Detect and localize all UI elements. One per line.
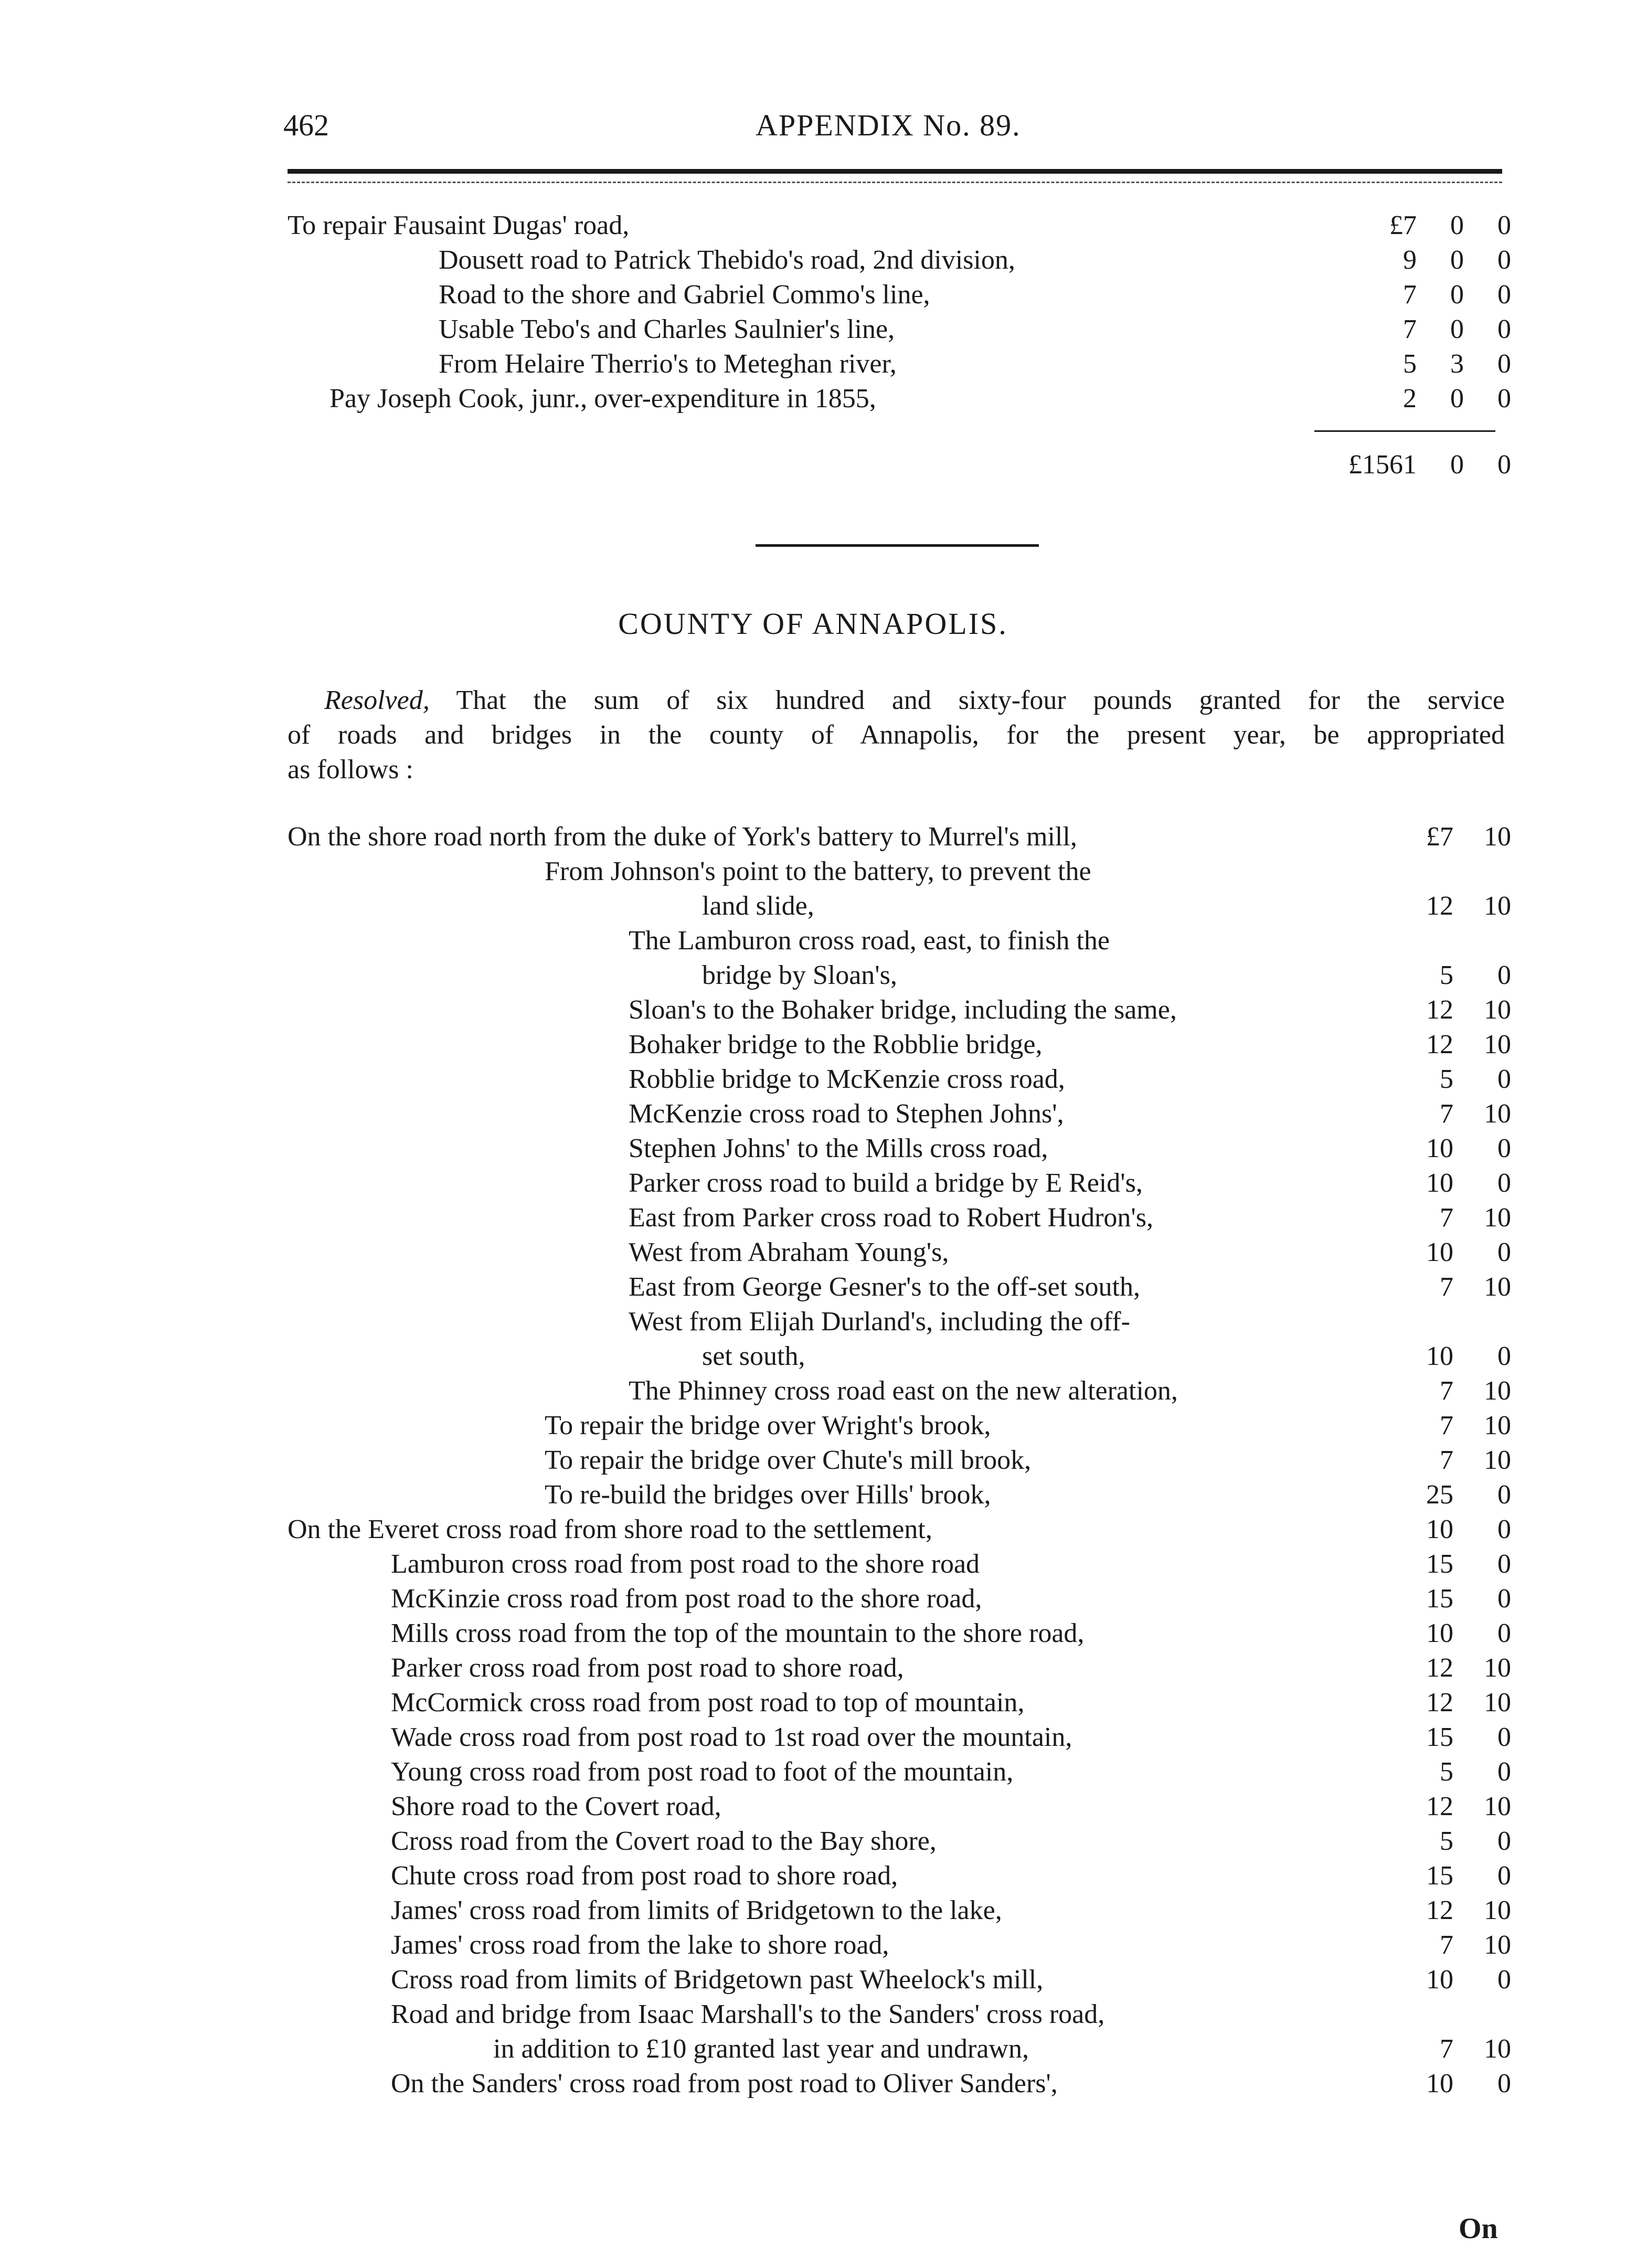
item-shillings: 0: [1497, 960, 1511, 990]
item-pence: 0: [1497, 314, 1511, 344]
item-pounds: 5: [1403, 349, 1417, 379]
total-pounds: £1561: [1348, 450, 1417, 480]
item-text: To repair Fausaint Dugas' road,: [288, 210, 630, 240]
header-rule-dashed: [288, 182, 1502, 183]
item-shillings: 10: [1484, 1272, 1511, 1302]
item-text: The Lamburon cross road, east, to finish the: [629, 926, 1110, 956]
item-pounds: 7: [1440, 1411, 1453, 1440]
item-text: set south,: [702, 1341, 805, 1371]
item-text: Parker cross road from post road to shore road,: [391, 1653, 904, 1683]
item-pence: 0: [1497, 245, 1511, 275]
total-rule: [1314, 430, 1495, 432]
page-number: 462: [283, 108, 329, 142]
item-shillings: 10: [1484, 1688, 1511, 1718]
list-item: [0, 347, 1626, 381]
item-shillings: 10: [1484, 891, 1511, 921]
item-text: The Phinney cross road east on the new alteration,: [629, 1376, 1178, 1406]
item-shillings: 10: [1484, 1030, 1511, 1059]
item-pounds: 12: [1426, 1653, 1453, 1683]
item-text: Shore road to the Covert road,: [391, 1792, 721, 1821]
item-pounds: 5: [1440, 1826, 1453, 1856]
item-pence: 0: [1497, 349, 1511, 379]
item-shillings: 0: [1497, 1826, 1511, 1856]
item-shillings: 10: [1484, 1411, 1511, 1440]
item-pounds: 10: [1426, 1237, 1453, 1267]
item-text: in addition to £10 granted last year and undrawn,: [493, 2034, 1029, 2064]
item-text: To repair the bridge over Chute's mill brook,: [545, 1445, 1032, 1475]
item-text: East from Parker cross road to Robert Hudron's,: [629, 1203, 1154, 1233]
item-pounds: 10: [1426, 1514, 1453, 1544]
item-pounds: 10: [1426, 1133, 1453, 1163]
item-shillings: 0: [1497, 1861, 1511, 1891]
item-pounds: 2: [1403, 384, 1417, 414]
item-text: West from Elijah Durland's, including the off-: [629, 1307, 1130, 1337]
item-text: James' cross road from the lake to shore road,: [391, 1930, 889, 1960]
list-item: [0, 1755, 1626, 1789]
item-pounds: 15: [1426, 1549, 1453, 1579]
item-shillings: 0: [1497, 2069, 1511, 2099]
item-text: McCormick cross road from post road to top of mountain,: [391, 1688, 1025, 1718]
item-text: James' cross road from limits of Bridgetown to the lake,: [391, 1895, 1002, 1925]
item-shillings: 10: [1484, 1376, 1511, 1406]
list-item: [0, 1616, 1626, 1651]
item-pounds: 7: [1440, 1376, 1453, 1406]
item-text: West from Abraham Young's,: [629, 1237, 949, 1267]
item-shillings: 10: [1484, 2034, 1511, 2064]
item-text: land slide,: [702, 891, 814, 921]
item-shillings: 0: [1497, 1549, 1511, 1579]
item-pounds: £7: [1426, 822, 1453, 852]
item-pounds: 7: [1440, 2034, 1453, 2064]
item-text: From Helaire Therrio's to Meteghan river,: [439, 349, 897, 379]
item-text: Robblie bridge to McKenzie cross road,: [629, 1064, 1065, 1094]
item-pounds: 15: [1426, 1722, 1453, 1752]
item-pounds: 12: [1426, 1688, 1453, 1718]
item-pounds: 7: [1440, 1203, 1453, 1233]
list-item: [0, 1824, 1626, 1859]
item-text: Young cross road from post road to foot of the mountain,: [391, 1757, 1014, 1787]
section-title: COUNTY OF ANNAPOLIS.: [618, 607, 1008, 641]
item-text: Lamburon cross road from post road to the shore road: [391, 1549, 980, 1579]
resolution-text-1: That the sum of six hundred and sixty-four pounds granted for the service: [456, 685, 1505, 715]
item-pounds: 12: [1426, 995, 1453, 1025]
total-pence: 0: [1497, 450, 1511, 480]
list-item: [0, 1893, 1626, 1928]
item-text: McKenzie cross road to Stephen Johns',: [629, 1099, 1064, 1129]
item-shillings: 10: [1484, 1203, 1511, 1233]
item-shillings: 0: [1497, 1965, 1511, 1995]
section-divider: [756, 544, 1039, 547]
item-pence: 0: [1497, 280, 1511, 310]
list-item: [0, 1270, 1626, 1305]
list-item: [0, 1720, 1626, 1755]
resolution-paragraph: [288, 683, 1505, 787]
item-pence: 0: [1497, 210, 1511, 240]
list-item: [0, 243, 1626, 278]
item-pounds: 9: [1403, 245, 1417, 275]
page-title: APPENDIX No. 89.: [756, 108, 1021, 142]
item-shillings: 0: [1497, 1064, 1511, 1094]
item-shillings: 10: [1484, 1099, 1511, 1129]
item-shillings: 0: [1450, 245, 1464, 275]
item-text: Cross road from limits of Bridgetown past Wheelock's mill,: [391, 1965, 1044, 1995]
item-text: Wade cross road from post road to 1st road over the mountain,: [391, 1722, 1072, 1752]
item-text: Road to the shore and Gabriel Commo's line,: [439, 280, 930, 310]
header-rule: [288, 169, 1502, 174]
item-shillings: 10: [1484, 1653, 1511, 1683]
item-shillings: 10: [1484, 1895, 1511, 1925]
list-item: [0, 1131, 1626, 1166]
list-item: [0, 1374, 1626, 1408]
list-item: [0, 1651, 1626, 1686]
item-shillings: 0: [1497, 1341, 1511, 1371]
item-text: Road and bridge from Isaac Marshall's to the Sanders' cross road,: [391, 1999, 1105, 2029]
list-item: [0, 1686, 1626, 1720]
item-pounds: £7: [1389, 210, 1417, 240]
list-item: [0, 1443, 1626, 1478]
item-shillings: 0: [1497, 1722, 1511, 1752]
total-shillings: 0: [1450, 450, 1464, 480]
item-pounds: 12: [1426, 891, 1453, 921]
item-text: On the Everet cross road from shore road to the settlement,: [288, 1514, 932, 1544]
item-text: Dousett road to Patrick Thebido's road, 2nd division,: [439, 245, 1015, 275]
list-item: [0, 1478, 1626, 1512]
item-shillings: 0: [1497, 1584, 1511, 1614]
total-row: [0, 448, 1626, 482]
list-item: [0, 1097, 1626, 1131]
list-item: [0, 1408, 1626, 1443]
list-item: [0, 1166, 1626, 1201]
item-shillings: 0: [1497, 1480, 1511, 1510]
item-pounds: 7: [1440, 1445, 1453, 1475]
item-shillings: 0: [1497, 1514, 1511, 1544]
item-text: Parker cross road to build a bridge by E Reid's,: [629, 1168, 1143, 1198]
page-header: [283, 108, 1506, 150]
list-item: [0, 1027, 1626, 1062]
item-shillings: 0: [1497, 1133, 1511, 1163]
item-pounds: 7: [1440, 1930, 1453, 1960]
item-shillings: 0: [1497, 1618, 1511, 1648]
item-text: To repair the bridge over Wright's brook,: [545, 1411, 991, 1440]
item-pounds: 10: [1426, 2069, 1453, 2099]
item-text: East from George Gesner's to the off-set south,: [629, 1272, 1140, 1302]
item-pounds: 10: [1426, 1341, 1453, 1371]
list-item: [0, 993, 1626, 1027]
list-item: [0, 2066, 1626, 2101]
item-text: Bohaker bridge to the Robblie bridge,: [629, 1030, 1043, 1059]
item-shillings: 0: [1450, 280, 1464, 310]
item-shillings: 3: [1450, 349, 1464, 379]
item-pounds: 10: [1426, 1965, 1453, 1995]
item-pounds: 7: [1403, 280, 1417, 310]
item-shillings: 0: [1497, 1237, 1511, 1267]
list-item: [0, 1305, 1626, 1339]
item-shillings: 0: [1450, 384, 1464, 414]
item-pounds: 7: [1403, 314, 1417, 344]
item-shillings: 10: [1484, 822, 1511, 852]
catchword: On: [1459, 2212, 1498, 2245]
item-pounds: 10: [1426, 1618, 1453, 1648]
list-item: [0, 1201, 1626, 1235]
item-pounds: 7: [1440, 1272, 1453, 1302]
item-shillings: 10: [1484, 1445, 1511, 1475]
list-item: [0, 1512, 1626, 1547]
item-pounds: 12: [1426, 1895, 1453, 1925]
list-item: [0, 1235, 1626, 1270]
list-item: [0, 1859, 1626, 1893]
list-item: [0, 1963, 1626, 1997]
resolution-line-3: as follows :: [288, 755, 413, 785]
list-item: [0, 208, 1626, 243]
item-text: On the Sanders' cross road from post road to Oliver Sanders',: [391, 2069, 1058, 2099]
resolution-line-2: of roads and bridges in the county of Annapolis, for the present year, be appropriated: [288, 720, 1505, 750]
item-shillings: 0: [1450, 210, 1464, 240]
item-text: Sloan's to the Bohaker bridge, including the same,: [629, 995, 1177, 1025]
item-shillings: 0: [1497, 1168, 1511, 1198]
item-text: bridge by Sloan's,: [702, 960, 897, 990]
item-text: On the shore road north from the duke of York's battery to Murrel's mill,: [288, 822, 1077, 852]
item-text: From Johnson's point to the battery, to prevent the: [545, 856, 1091, 886]
list-item: [0, 2032, 1626, 2066]
list-item: [0, 820, 1626, 854]
list-item: [0, 381, 1626, 416]
list-item: [0, 1547, 1626, 1582]
item-shillings: 10: [1484, 1792, 1511, 1821]
item-pounds: 5: [1440, 960, 1453, 990]
resolution-lead: Resolved,: [324, 685, 430, 715]
list-item: [0, 924, 1626, 958]
list-item: [0, 1928, 1626, 1963]
list-item: [0, 1997, 1626, 2032]
item-pounds: 10: [1426, 1168, 1453, 1198]
list-item: [0, 854, 1626, 889]
item-shillings: 0: [1497, 1757, 1511, 1787]
item-text: Usable Tebo's and Charles Saulnier's line,: [439, 314, 895, 344]
item-shillings: 0: [1450, 314, 1464, 344]
item-text: McKinzie cross road from post road to the shore road,: [391, 1584, 982, 1614]
item-pence: 0: [1497, 384, 1511, 414]
item-pounds: 12: [1426, 1792, 1453, 1821]
list-item: [0, 312, 1626, 347]
list-item: [0, 1582, 1626, 1616]
list-item: [0, 278, 1626, 312]
resolution-line-1: [288, 683, 1505, 718]
item-text: Stephen Johns' to the Mills cross road,: [629, 1133, 1048, 1163]
item-text: Mills cross road from the top of the mountain to the shore road,: [391, 1618, 1085, 1648]
list-item: [0, 1339, 1626, 1374]
item-text: To re-build the bridges over Hills' brook,: [545, 1480, 991, 1510]
item-shillings: 10: [1484, 995, 1511, 1025]
item-text: Pay Joseph Cook, junr., over-expenditure in 1855,: [330, 384, 876, 414]
item-pounds: 7: [1440, 1099, 1453, 1129]
item-pounds: 15: [1426, 1861, 1453, 1891]
item-pounds: 25: [1426, 1480, 1453, 1510]
item-pounds: 5: [1440, 1757, 1453, 1787]
item-text: Chute cross road from post road to shore road,: [391, 1861, 898, 1891]
item-shillings: 10: [1484, 1930, 1511, 1960]
list-item: [0, 1062, 1626, 1097]
list-item: [0, 958, 1626, 993]
list-item: [0, 1789, 1626, 1824]
item-text: Cross road from the Covert road to the Bay shore,: [391, 1826, 937, 1856]
list-item: [0, 889, 1626, 924]
item-pounds: 15: [1426, 1584, 1453, 1614]
item-pounds: 5: [1440, 1064, 1453, 1094]
item-pounds: 12: [1426, 1030, 1453, 1059]
